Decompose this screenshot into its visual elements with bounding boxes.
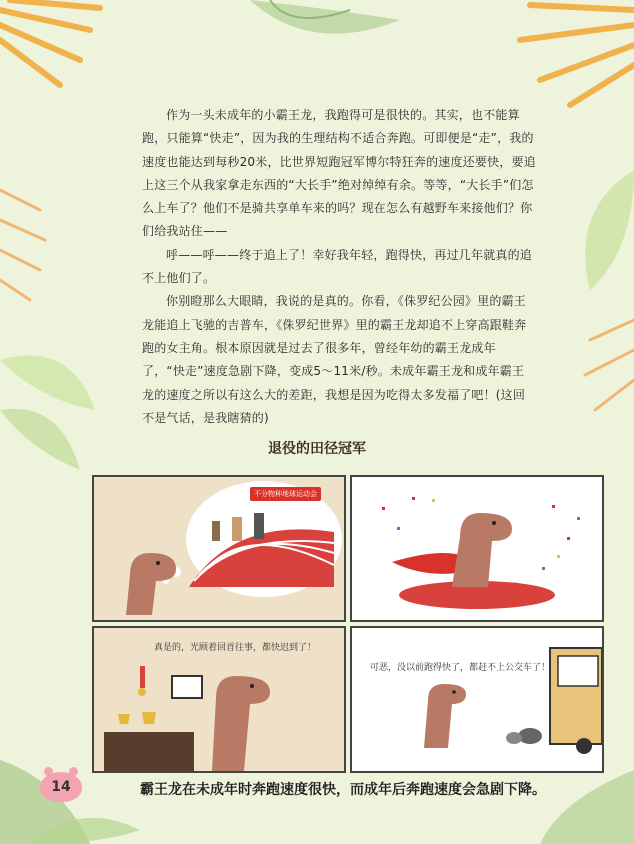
comic-panel-2 <box>350 475 604 622</box>
comic-panel-4 <box>350 626 604 773</box>
comic-panel-3 <box>92 626 346 773</box>
leaf-left-middle <box>0 170 60 320</box>
paragraph-1: 作为一头未成年的小霸王龙，我跑得可是很快的。其实，也不能算跑，只能算“快走”，因为我的生理结构不适合奔跑。可即便是“走”，我的速度也能达到每秒20米，比世界短跑冠军博尔特狂奔的速度还要快，要追上这三个从我家拿走东西的“大长手”绝对绰绰有余。等等，“大长手”们怎么上车了？他们不是骑共享单车来的吗？现在怎么有越野车来接他们？你们给我站住—— <box>142 108 536 239</box>
palm-leaf-top-right <box>470 0 634 110</box>
bus-chase-scene <box>352 628 602 771</box>
comic-panel-1 <box>92 475 346 622</box>
leaf-right-middle <box>560 150 634 450</box>
page-number-badge <box>40 772 82 802</box>
trophy-room-scene <box>94 628 344 771</box>
running-dinosaur-scene <box>352 477 602 620</box>
palm-leaf-top-left <box>0 0 110 100</box>
comic-title: 退役的田径冠军 <box>268 441 366 457</box>
event-banner: 不分物种地球运动会 <box>250 487 321 501</box>
figure-caption: 霸王龙在未成年时奔跑速度很快，而成年后奔跑速度会急剧下降。 <box>140 782 546 798</box>
speech-bubble-panel-3: 真是的，光顾着回首往事，都快迟到了！ <box>154 643 317 653</box>
speech-bubble-panel-4: 可恶，没以前跑得快了，都赶不上公交车了！ <box>370 663 551 673</box>
paragraph-2: 呼——呼——终于追上了！幸好我年轻，跑得快，再过几年就真的追不上他们了。 <box>142 247 533 286</box>
page-number: 14 <box>51 779 71 795</box>
leaf-top-center <box>250 0 420 60</box>
dinosaur-character <box>116 545 186 615</box>
paragraph-3: 你别瞪那么大眼睛，我说的是真的。你看，《侏罗纪公园》里的霸王龙能追上飞驰的吉普车，《侏罗纪世界》里的霸王龙却追不上穿高跟鞋奔跑的女主角。根本原因就是过去了很多年，曾经年幼的霸王龙成年了，“快走”速度急剧下降，变成5～11米/秒。未成年霸王龙和成年霸王龙的速度之所以有这么大的差距，我想是因为吃得太多发福了吧！(这回不是气话，是我瞎猜的) <box>142 294 527 425</box>
body-text <box>142 104 536 430</box>
